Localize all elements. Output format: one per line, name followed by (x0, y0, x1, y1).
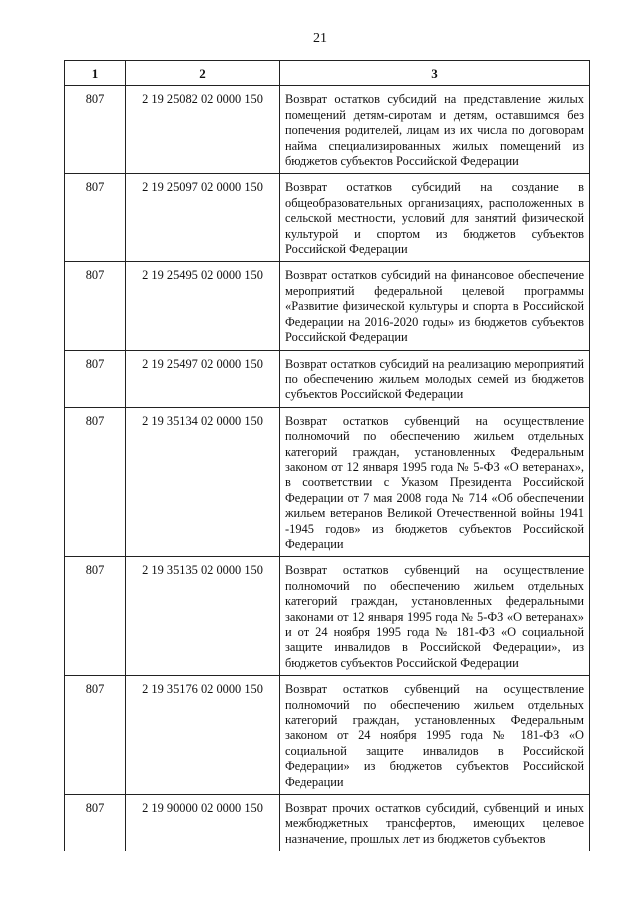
description-cell: Возврат остатков субсидий на представление жилых помещений детям-сиротам и детям, оставшимся без попечения родителей, лицам из их числа по договорам найма специализированных жилых помещений из бюджетов субъектов Российской Федерации (280, 86, 590, 174)
page-number: 21 (313, 31, 327, 46)
table-row (65, 795, 590, 852)
admin-code-cell: 807 (65, 86, 126, 174)
admin-code-cell: 807 (65, 407, 126, 557)
income-code-cell: 2 19 25497 02 0000 150 (126, 350, 280, 407)
description-cell: Возврат остатков субвенций на осуществление полномочий по обеспечению жильем отдельных категорий граждан, установленных федеральными законами от 12 января 1995 года № 5-ФЗ «О ветеранах» и от 24 ноября 1995 года № 181-ФЗ «О социальной защите инвалидов в Российской Федерации», из бюджетов субъектов Российской Федерации (280, 557, 590, 676)
admin-code-cell: 807 (65, 262, 126, 350)
income-code-cell: 2 19 35134 02 0000 150 (126, 407, 280, 557)
table-row (65, 557, 590, 676)
column-header-2: 2 (126, 61, 280, 86)
description-cell: Возврат прочих остатков субсидий, субвенций и иных межбюджетных трансфертов, имеющих целевое назначение, прошлых лет из бюджетов субъектов (280, 795, 590, 852)
description-cell: Возврат остатков субвенций на осуществление полномочий по обеспечению жильем отдельных категорий граждан, установленных Федеральным законом от 24 ноября 1995 года № 181-ФЗ «О социальной защите инвалидов в Российской Федерации» из бюджетов субъектов Российской Федерации (280, 676, 590, 795)
admin-code-cell: 807 (65, 557, 126, 676)
admin-code-cell: 807 (65, 174, 126, 262)
column-header-3: 3 (280, 61, 590, 86)
income-code-cell: 2 19 90000 02 0000 150 (126, 795, 280, 852)
table-row (65, 262, 590, 350)
admin-code-cell: 807 (65, 795, 126, 852)
income-code-cell: 2 19 25495 02 0000 150 (126, 262, 280, 350)
table-row (65, 676, 590, 795)
admin-code-cell: 807 (65, 350, 126, 407)
table-row (65, 174, 590, 262)
admin-code-cell: 807 (65, 676, 126, 795)
table-header-row (65, 61, 590, 86)
budget-classification-table (64, 60, 590, 851)
table-row (65, 86, 590, 174)
column-header-1: 1 (65, 61, 126, 86)
income-code-cell: 2 19 25082 02 0000 150 (126, 86, 280, 174)
description-cell: Возврат остатков субсидий на финансовое обеспечение мероприятий федеральной целевой программы «Развитие физической культуры и спорта в Российской Федерации на 2016-2020 годы» из бюджетов субъектов Российской Федерации (280, 262, 590, 350)
description-cell: Возврат остатков субвенций на осуществление полномочий по обеспечению жильем отдельных категорий граждан, установленных Федеральным законом от 12 января 1995 года № 5-ФЗ «О ветеранах», в соответствии с Указом Президента Российской Федерации от 7 мая 2008 года № 714 «Об обеспечении жильем ветеранов Великой Отечественной войны 1941 -1945 годов» из бюджетов субъектов Российской Федерации (280, 407, 590, 557)
description-cell: Возврат остатков субсидий на создание в общеобразовательных организациях, расположенных в сельской местности, условий для занятий физической культурой и спортом из бюджетов субъектов Российской Федерации (280, 174, 590, 262)
income-code-cell: 2 19 35135 02 0000 150 (126, 557, 280, 676)
description-cell: Возврат остатков субсидий на реализацию мероприятий по обеспечению жильем молодых семей из бюджетов субъектов Российской Федерации (280, 350, 590, 407)
table-row (65, 350, 590, 407)
income-code-cell: 2 19 25097 02 0000 150 (126, 174, 280, 262)
table-row (65, 407, 590, 557)
income-code-cell: 2 19 35176 02 0000 150 (126, 676, 280, 795)
